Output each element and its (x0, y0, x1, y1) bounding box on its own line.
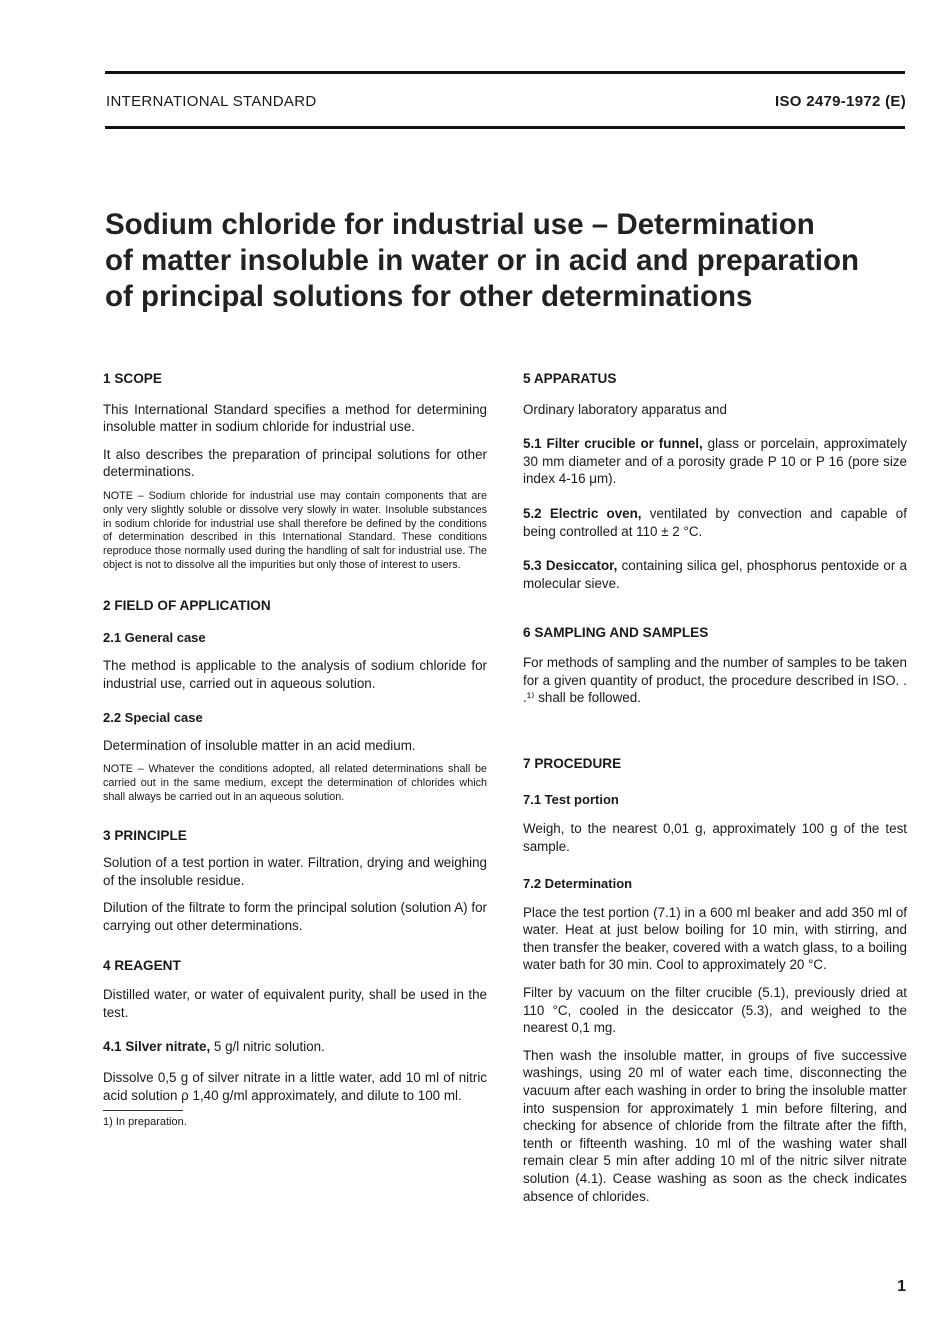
header-rule-bottom (105, 126, 905, 129)
test-portion-text: Weigh, to the nearest 0,01 g, approximately 100 g of the test sample. (523, 820, 907, 854)
silver-nitrate-desc: 5 g/l nitric solution. (210, 1039, 325, 1055)
standard-number: ISO 2479-1972 (E) (774, 93, 906, 110)
section-7-heading: 7 PROCEDURE (523, 755, 622, 771)
scope-note: NOTE – Sodium chloride for industrial use may contain components that are only very slightly soluble or dissolve very slowly in water. Insoluble substances in sodium chloride for industrial use shall therefore be defined by the conditions of determination described in this International Standard. These conditions reproduce those normally used during the handling of salt for industrial use. The object is not to dissolve all the impurities but only those of interest to users. (103, 489, 487, 571)
title-line-1: Sodium chloride for industrial use – Determination (105, 208, 815, 241)
apparatus-5-1 (523, 435, 907, 488)
determination-paragraph-1: Place the test portion (7.1) in a 600 ml beaker and add 350 ml of water. Heat at just below boiling for 10 min, with stirring, and then transfer the beaker, covered with a watch glass, to a boiling water bath for 30 min. Cool to approximately 20 °C. (523, 904, 907, 973)
apparatus-5-2 (523, 505, 907, 540)
section-6-heading: 6 SAMPLING AND SAMPLES (523, 625, 709, 641)
electric-oven-desc: ventilated by convection and capable of being controlled at 110 ± 2 °C. (523, 505, 907, 539)
header-rule-top (105, 71, 905, 74)
filter-crucible-label: 5.1 Filter crucible or funnel, (523, 436, 703, 452)
reagent-4-1-line (103, 1038, 487, 1056)
standard-type-label: INTERNATIONAL STANDARD (106, 93, 317, 110)
footnote: 1) In preparation. (103, 1116, 187, 1129)
document-title (105, 207, 905, 315)
subsection-7-1-heading: 7.1 Test portion (523, 792, 619, 808)
section-4-heading: 4 REAGENT (103, 957, 181, 973)
left-column (103, 370, 487, 1129)
section-2-heading: 2 FIELD OF APPLICATION (103, 597, 271, 613)
electric-oven-label: 5.2 Electric oven, (523, 505, 642, 521)
determination-paragraph-2: Filter by vacuum on the filter crucible (5.1), previously dried at 110 °C, cooled in the desiccator (5.3), and weighed to the nearest 0,1 mg. (523, 985, 907, 1036)
special-case-text: Determination of insoluble matter in an acid medium. (103, 737, 416, 753)
apparatus-5-3 (523, 557, 907, 592)
right-column (523, 370, 907, 1205)
filter-crucible-desc: glass or porcelain, approximately 30 mm diameter and of a porosity grade P 10 or P 16 (pore size index 4-16 μm). (523, 436, 907, 487)
determination-paragraph-3: Then wash the insoluble matter, in groups of five successive washings, using 20 ml of water each time, disconnecting the vacuum after each washing in order to bring the insoluble matter into suspension for approximately 1 min before filtering, and checking for absence of chloride from the filtrate after the fifth, tenth or fifteenth washing. 10 ml of the washing water shall remain clear 5 min after adding 10 ml of the nitric silver nitrate solution (4.1). Cease washing as soon as the check indicates absence of chlorides. (523, 1047, 907, 1204)
section-1-heading: 1 SCOPE (103, 371, 162, 386)
scope-paragraph-2: It also describes the preparation of principal solutions for other determinations. (103, 446, 487, 480)
page-number: 1 (897, 1278, 906, 1295)
silver-nitrate-label: 4.1 Silver nitrate, (103, 1039, 211, 1055)
special-case-note: NOTE – Whatever the conditions adopted, all related determinations shall be carried out in the same medium, except the determination of chlorides which shall always be carried out in an aqueous solution. (103, 763, 487, 803)
desiccator-label: 5.3 Desiccator, (523, 558, 618, 574)
subsection-2-1-heading: 2.1 General case (103, 630, 206, 646)
footnote-rule (103, 1110, 183, 1111)
sampling-text: For methods of sampling and the number of samples to be taken for a given quantity of product, the procedure described in ISO. . .¹⁾ shall be followed. (523, 654, 907, 706)
reagent-paragraph: Distilled water, or water of equivalent purity, shall be used in the test. (103, 987, 487, 1020)
silver-nitrate-preparation: Dissolve 0,5 g of silver nitrate in a little water, add 10 ml of nitric acid solution ρ 1,40 g/ml approximately, and dilute to 100 ml. (103, 1070, 487, 1103)
apparatus-intro: Ordinary laboratory apparatus and (523, 401, 727, 417)
principle-paragraph-2: Dilution of the filtrate to form the principal solution (solution A) for carrying out other determinations. (103, 900, 487, 934)
principle-paragraph-1: Solution of a test portion in water. Filtration, drying and weighing of the insoluble residue. (103, 855, 487, 888)
subsection-7-2-heading: 7.2 Determination (523, 876, 633, 892)
title-line-2: of matter insoluble in water or in acid and preparation (105, 244, 860, 277)
section-3-heading: 3 PRINCIPLE (103, 827, 187, 843)
scope-paragraph-1: This International Standard specifies a method for determining insoluble matter in sodium chloride for industrial use. (103, 401, 487, 435)
desiccator-desc: containing silica gel, phosphorus pentoxide or a molecular sieve. (523, 558, 907, 591)
subsection-2-2-heading: 2.2 Special case (103, 710, 203, 726)
title-line-3: of principal solutions for other determinations (105, 280, 753, 313)
section-5-heading: 5 APPARATUS (523, 371, 617, 386)
general-case-text: The method is applicable to the analysis of sodium chloride for industrial use, carried out in aqueous solution. (103, 657, 487, 691)
